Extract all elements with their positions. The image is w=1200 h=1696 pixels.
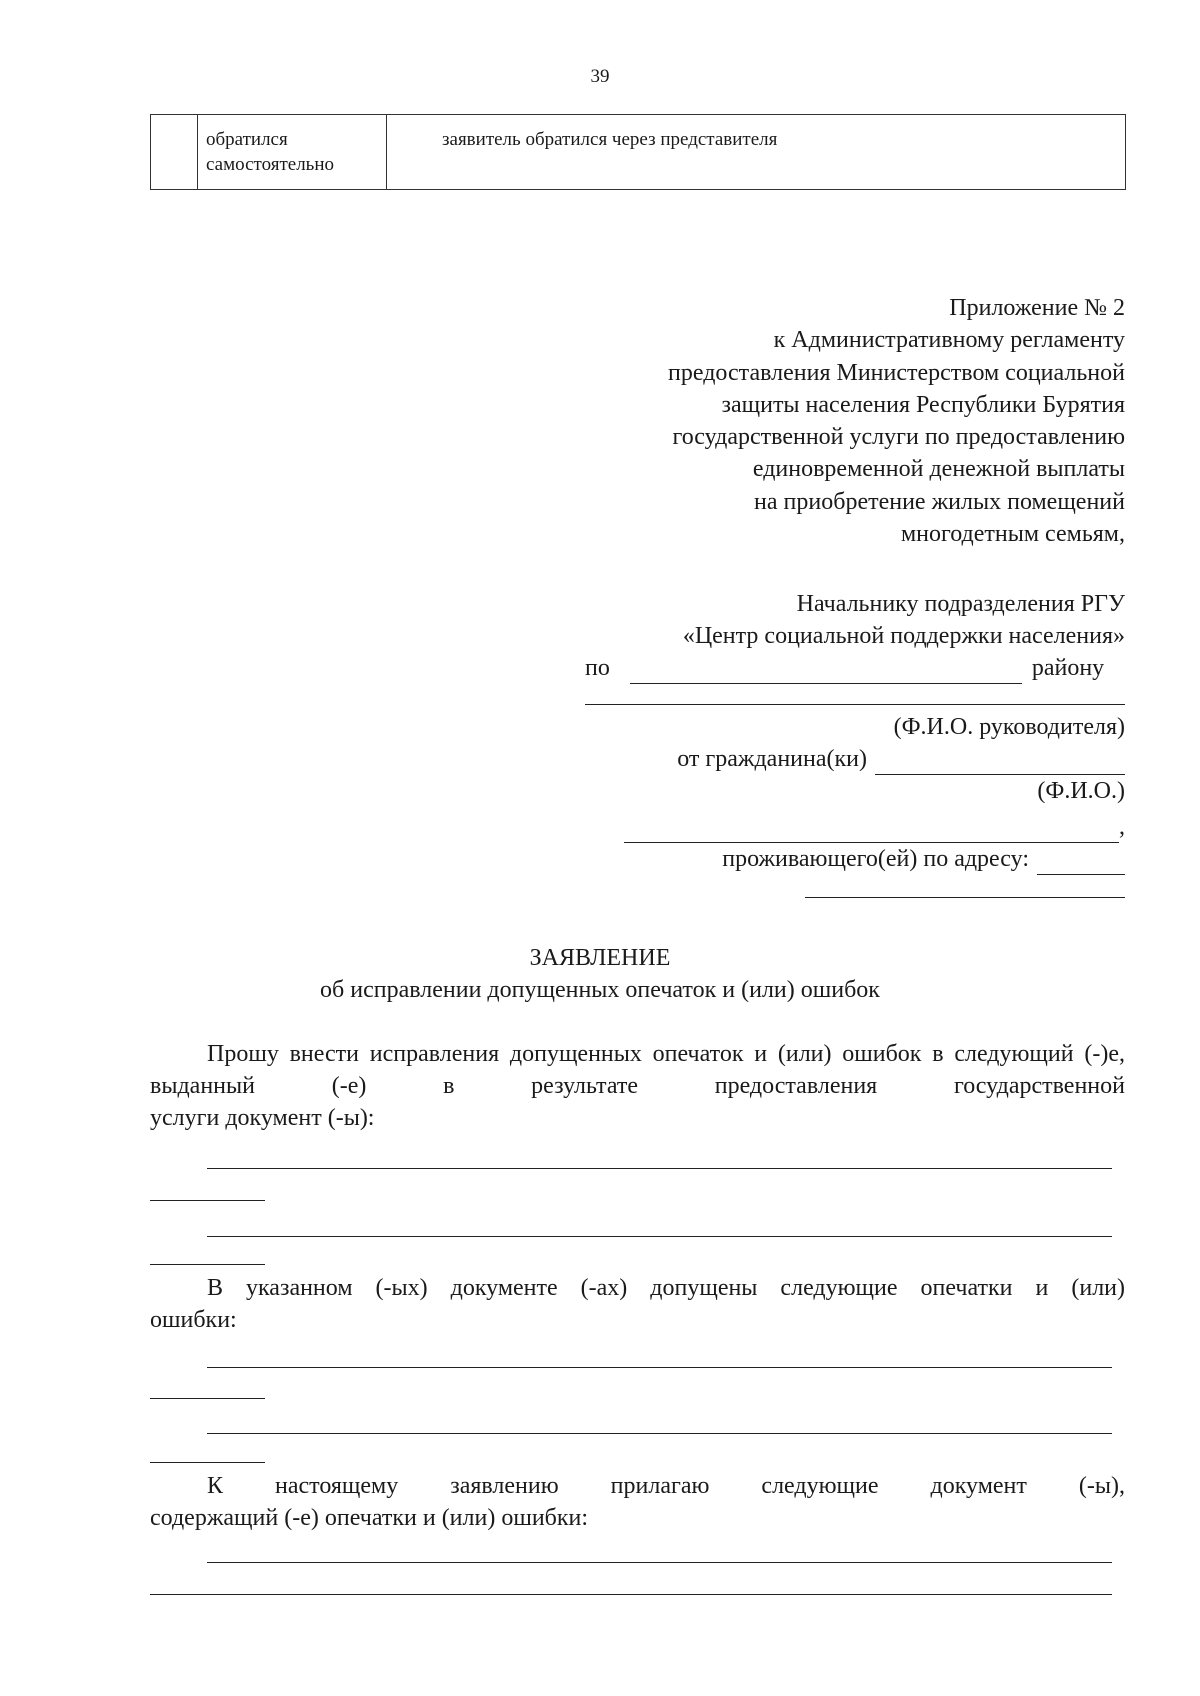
address-row-2: [585, 877, 1125, 898]
address-row: [585, 843, 1125, 875]
paragraph-attachments: [150, 1470, 1125, 1534]
appendix-line: на приобретение жилых помещений: [754, 488, 1125, 515]
citizen-name-caption: (Ф.И.О.): [1037, 778, 1125, 804]
district-row: [585, 652, 1125, 684]
cell-text-line: самостоятельно: [206, 154, 335, 175]
rayonu-label: району: [1031, 655, 1105, 681]
paragraph-text: В указанном (-ых) документе (-ах) допущены следующие опечатки и (или): [207, 1275, 1125, 1301]
applicant-table-fragment: [150, 114, 1126, 190]
appendix-line: многодетным семьям,: [900, 521, 1125, 548]
document-blank-2b[interactable]: [150, 1264, 265, 1265]
paragraph-text-last: услуги документ (-ы):: [150, 1105, 375, 1131]
citizen-row: [585, 743, 1125, 775]
appendix-line: государственной услуги по предоставлению: [672, 424, 1125, 451]
po-label: по: [585, 655, 610, 681]
address-blank[interactable]: [1037, 854, 1125, 875]
statement-title: ЗАЯВЛЕНИЕ: [529, 945, 671, 971]
attachments-blank-1[interactable]: [207, 1562, 1112, 1563]
paragraph-errors: [150, 1272, 1125, 1336]
appendix-line: единовременной денежной выплаты: [752, 456, 1125, 483]
errors-blank-2[interactable]: [207, 1433, 1112, 1434]
citizen-label: от гражданина(ки): [677, 746, 867, 772]
addressee-line: Начальнику подразделения РГУ: [796, 591, 1125, 617]
page-number: 39: [590, 66, 610, 87]
appendix-line: к Административному регламенту: [773, 327, 1125, 354]
paragraph-text-last: ошибки:: [150, 1307, 237, 1333]
paragraph-request: [150, 1038, 1125, 1134]
paragraph-text: Прошу внести исправления допущенных опечаток и (или) ошибок в следующий (-)е, выданный (-е) в результате предоставления государственной: [150, 1041, 1125, 1099]
head-name-blank[interactable]: [585, 692, 1125, 705]
paragraph-text: К настоящему заявлению прилагаю следующие документ (-ы),: [207, 1473, 1125, 1499]
statement-subtitle: об исправлении допущенных опечаток и (или) ошибок: [320, 977, 880, 1003]
addressee-block: [585, 588, 1125, 898]
cell-text-line: обратился: [206, 129, 288, 150]
citizen-line-row: [585, 811, 1125, 843]
table-cell-self: [198, 115, 387, 190]
district-blank[interactable]: [630, 663, 1022, 684]
statement-heading: [0, 942, 1200, 1006]
table-row: [151, 115, 1126, 190]
errors-blank-2b[interactable]: [150, 1462, 265, 1463]
appendix-header: [565, 292, 1125, 550]
comma: ,: [1119, 814, 1125, 840]
attachments-blank-2[interactable]: [150, 1594, 1112, 1595]
errors-blank-1[interactable]: [207, 1367, 1112, 1368]
addressee-line: «Центр социальной поддержки населения»: [682, 623, 1125, 649]
table-cell-representative: заявитель обратился через представителя: [387, 115, 1126, 190]
head-name-caption: (Ф.И.О. руководителя): [893, 714, 1125, 740]
table-cell-empty: [151, 115, 198, 190]
appendix-line: защиты населения Республики Бурятия: [721, 391, 1125, 418]
address-label: проживающего(ей) по адресу:: [722, 846, 1029, 872]
citizen-name-blank[interactable]: [875, 754, 1125, 775]
appendix-line: предоставления Министерством социальной: [668, 359, 1125, 386]
document-blank-1[interactable]: [207, 1168, 1112, 1169]
appendix-line: Приложение № 2: [949, 295, 1125, 321]
document-blank-2[interactable]: [207, 1236, 1112, 1237]
citizen-extra-blank[interactable]: [624, 822, 1119, 843]
address-blank-2[interactable]: [805, 877, 1125, 898]
errors-blank-1b[interactable]: [150, 1398, 265, 1399]
paragraph-text-last: содержащий (-е) опечатки и (или) ошибки:: [150, 1505, 589, 1531]
document-blank-1b[interactable]: [150, 1200, 265, 1201]
